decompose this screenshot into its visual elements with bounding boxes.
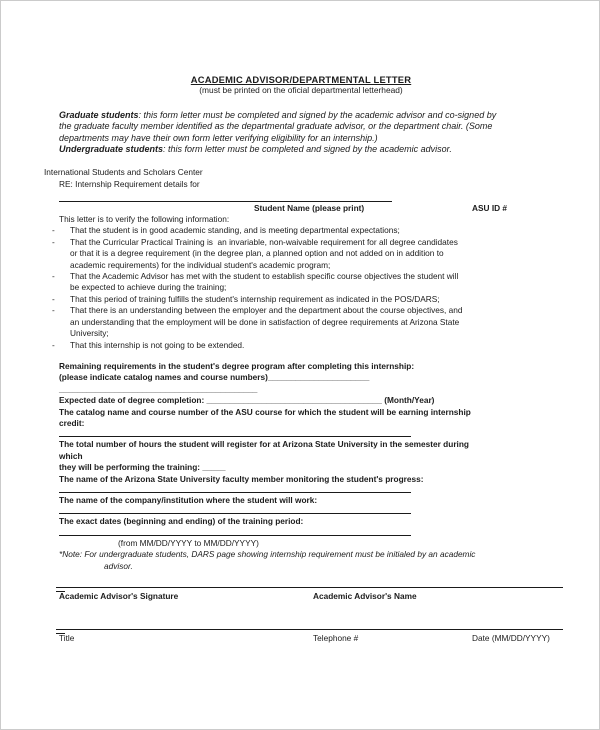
bullet-line: That there is an understanding between the employer and the department about the course objectives, and	[70, 305, 463, 316]
bullet-dash: -	[52, 236, 55, 247]
catalog-course-prompt-line-2: credit:	[59, 417, 85, 428]
verification-intro: This letter is to verify the following information:	[59, 214, 230, 225]
advisor-signature-label: Academic Advisor's Signature	[59, 591, 179, 602]
student-name-blank-line	[59, 195, 392, 202]
bullet-dash: -	[52, 339, 55, 350]
title-phone-date-label-row	[59, 633, 599, 645]
bullet-item	[52, 225, 599, 236]
student-name-label: Student Name (please print)	[254, 203, 365, 214]
graduate-lead: Graduate students	[59, 109, 139, 120]
blank-answer-line	[59, 429, 411, 437]
faculty-monitor-prompt: The name of the Arizona State University faculty member monitoring the student's progress:	[59, 473, 424, 484]
undergraduate-lead: Undergraduate students	[59, 144, 164, 155]
bullet-item	[52, 294, 599, 305]
bullet-line: That this internship is not going to be extended.	[70, 339, 245, 350]
month-year-hint: (Month/Year)	[381, 395, 435, 406]
degree-completion-blank: ______________________________________	[206, 395, 382, 406]
total-hours-prompt-line-2: which	[59, 450, 83, 461]
graduate-instructions-line-1	[59, 110, 599, 121]
bullet-item	[52, 305, 599, 339]
blank-answer-line	[59, 485, 411, 493]
note-line-1: *Note: For undergraduate students, DARS page showing internship requirement must be initialed by an academic	[59, 549, 476, 560]
verification-bullets	[52, 225, 599, 350]
blank-answer-line	[59, 528, 411, 536]
telephone-label: Telephone #	[313, 633, 359, 644]
bullet-line: be expected to achieve during the training;	[70, 282, 227, 293]
degree-completion-label: Expected date of degree completion:	[59, 395, 207, 406]
catalog-names-prompt: (please indicate catalog names and course numbers)______________________	[59, 372, 370, 383]
signature-section	[59, 587, 599, 645]
title-block	[1, 74, 600, 97]
signature-label-row	[59, 591, 599, 603]
note-line-2: advisor.	[104, 560, 133, 571]
bullet-line: That the Academic Advisor has met with the student to establish specific course objectives the student will	[70, 271, 459, 282]
title-phone-date-line	[56, 629, 563, 630]
advisor-name-label: Academic Advisor's Name	[313, 591, 417, 602]
signature-line	[56, 587, 563, 588]
bullet-line: or that it is a degree requirement (in the degree plan, a planned option and not added on in addition to	[70, 248, 444, 259]
bullet-dash: -	[52, 305, 55, 316]
date-format-hint: (from MM/DD/YYYY to MM/DD/YYYY)	[118, 537, 259, 548]
company-prompt: The name of the company/institution where the student will work:	[59, 494, 318, 505]
re-line: RE: Internship Requirement details for	[59, 178, 200, 189]
title-label: Title	[59, 633, 75, 644]
graduate-instructions-line-2: the graduate faculty member identified as the departmental graduate advisor, or the department chair. (Some	[59, 121, 493, 132]
bullet-dash: -	[52, 225, 55, 236]
bullet-line: an understanding that the employment will be done in satisfaction of degree requirements at Arizona State	[70, 316, 460, 327]
form-fields-section	[59, 361, 599, 572]
degree-completion-prompt	[59, 395, 599, 406]
remaining-blank-line: ___________________________________________	[59, 383, 258, 394]
student-name-label-row	[59, 202, 599, 214]
org-name: International Students and Scholars Center	[44, 167, 203, 178]
date-label: Date (MM/DD/YYYY)	[472, 633, 550, 644]
bullet-line: University;	[70, 328, 109, 339]
bullet-line: That this period of training fulfills the student's internship requirement as indicated in the POS/DARS;	[70, 293, 440, 304]
bullet-dash: -	[52, 271, 55, 282]
instructions-block	[59, 110, 599, 156]
bullet-item	[52, 237, 599, 271]
document-body	[1, 1, 599, 645]
undergraduate-text: : this form letter must be completed and signed by the academic advisor.	[163, 144, 452, 155]
blank-answer-line	[59, 506, 411, 514]
bullet-item	[52, 271, 599, 294]
graduate-text: : this form letter must be completed and signed by the academic advisor and co-signed by	[138, 109, 497, 120]
training-hours-blank: they will be performing the training: _____	[59, 462, 226, 473]
graduate-instructions-line-3: departments may have their own form letter verifying eligibility for an internship.)	[59, 132, 378, 143]
training-dates-prompt: The exact dates (beginning and ending) of the training period:	[59, 516, 304, 527]
bullet-item	[52, 340, 599, 351]
undergraduate-instructions-line	[59, 144, 599, 155]
bullet-dash: -	[52, 293, 55, 304]
page-title: ACADEMIC ADVISOR/DEPARTMENTAL LETTER	[190, 74, 412, 85]
remaining-requirements-prompt: Remaining requirements in the student's degree program after completing this internship:	[59, 360, 415, 371]
catalog-course-prompt-line-1: The catalog name and course number of the ASU course for which the student will be earning internship	[59, 406, 471, 417]
letterhead-note: (must be printed on the oficial departmental letterhead)	[199, 85, 403, 96]
total-hours-prompt-line-1: The total number of hours the student will register for at Arizona State University in the semester during	[59, 439, 469, 450]
addressee-block	[44, 167, 599, 190]
bullet-line: academic requirements) for the individual student's academic program;	[70, 259, 331, 270]
asu-id-label: ASU ID #	[472, 203, 508, 214]
bullet-line: That the student is in good academic standing, and is meeting departmental expectations;	[70, 225, 400, 236]
bullet-line: That the Curricular Practical Training is an invariable, non-waivable requirement for all degree candidates	[70, 236, 458, 247]
